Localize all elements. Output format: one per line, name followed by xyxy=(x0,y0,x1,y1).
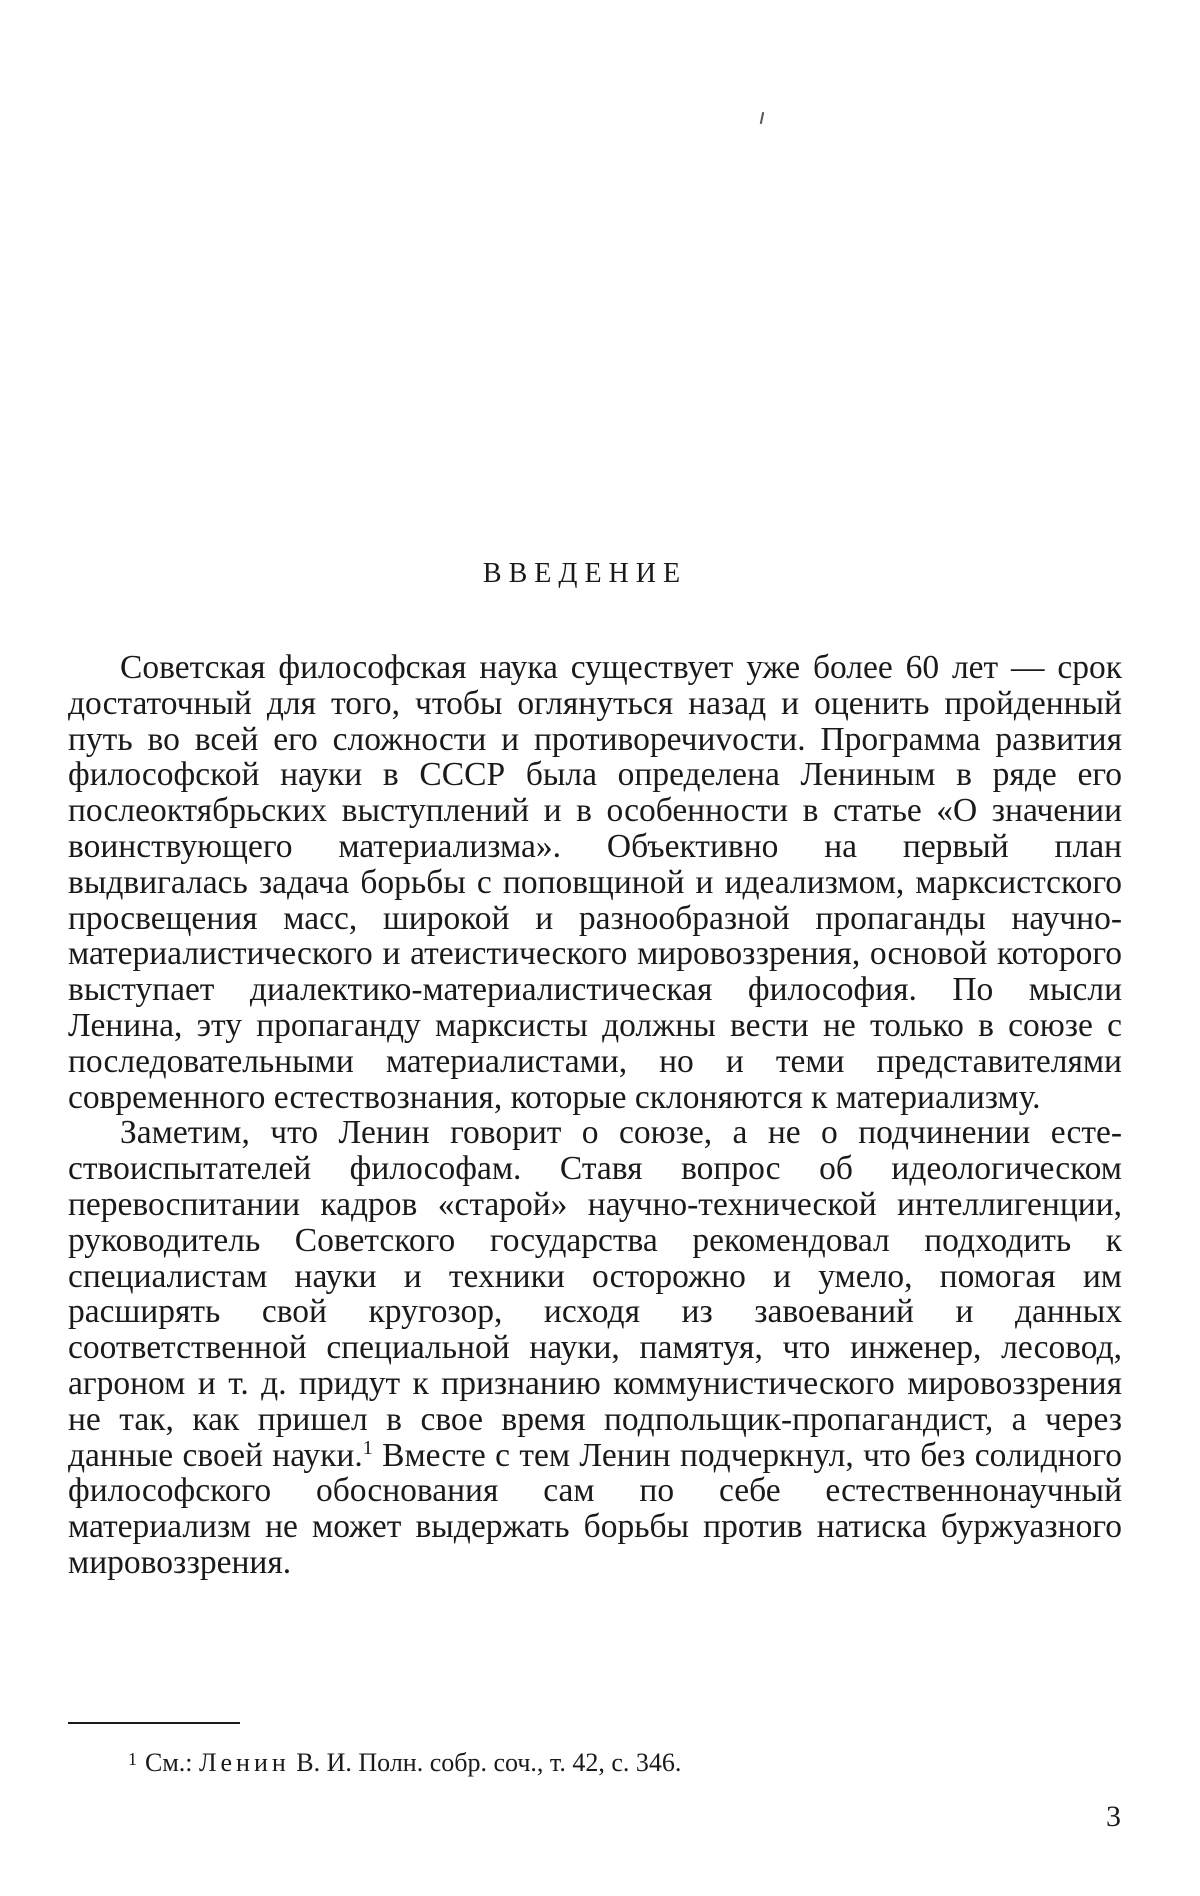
paragraph-2-text: Заметим, что Ленин говорит о союзе, а не о подчинении естествоиспытателей философам. Ставя вопрос об идеологическом перевоспитании кадров «старой» научно-технической интеллигенции, руководитель Советского государства рекомендовал подходить к специалистам науки и техники осторожно и умело, помогая им расширять свой кругозор, исходя из завоеваний и данных соответственной специальной науки, памятуя, что инженер, лесовод, агроном и т. д. придут к признанию коммунистического мировоззрения не так, как пришел в свое время подпольщик-пропагандист, а через данные своей науки. xyxy=(68,1114,1122,1474)
footnote-prefix: См.: xyxy=(145,1748,193,1777)
paragraph-1: Советская философская наука существует уже более 60 лет — срок достаточный для того, чтобы оглянуться назад и оценить пройденный путь во всей его сложности и противоречиvости. Программа развития философской науки в СССР была определена Лениным в ряде его послеоктябрьских выступлений и в особенности в статье «О значении воинствующего материализма». Объективно на первый план выдвигалась задача борьбы с поповщиной и идеализмом, марксистского просвещения масс, широкой и разнообразной пропаганды научно-материалистического и атеистического мировоззрения, основой которого выступает диалектико-материалистическая философия. По мысли Ленина, эту пропаганду марксисты должны вести не только в союзе с последовательными материалистами, но и теми представителями современного естествознания, которые склоняются к материализму. xyxy=(68,649,1122,1116)
footnote-author: Ленин xyxy=(199,1748,290,1777)
footnote-marker: 1 xyxy=(128,1749,137,1769)
paragraph-2-continuation: Вместе с тем Ленин подчеркнул, что без солидного философского обоснования сам по себе естественнонаучный материализм не может выдержать борьбы против натиска буржуазного мировоззрения. xyxy=(68,1436,1122,1581)
footnote-reference[interactable]: 1 xyxy=(362,1436,373,1459)
chapter-heading: ВВЕДЕНИЕ xyxy=(482,558,688,589)
footnote-divider xyxy=(68,1722,240,1724)
body-text xyxy=(68,650,1122,1581)
footnote-source: В. И. Полн. собр. соч., т. 42, с. 346. xyxy=(296,1748,682,1777)
paragraph-2 xyxy=(68,1115,1122,1580)
page-number: 3 xyxy=(1106,1800,1121,1833)
scan-speck xyxy=(760,112,764,124)
footnote xyxy=(128,1744,681,1778)
